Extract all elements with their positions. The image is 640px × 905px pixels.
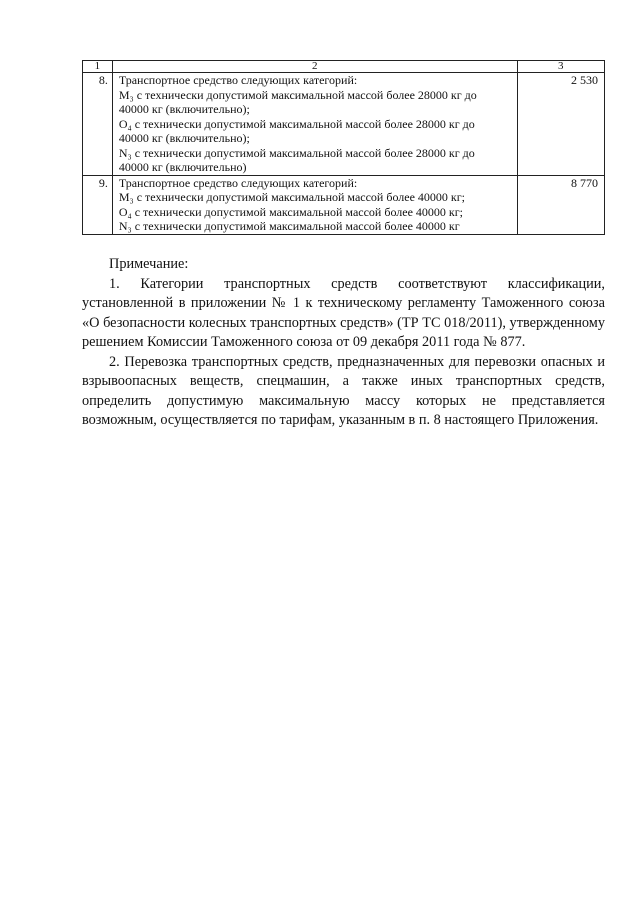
description-line: M₃ с технически допустимой максимальной массой более 40000 кг; (118, 190, 466, 204)
tariff-table (82, 60, 605, 235)
note-section (82, 255, 605, 431)
header-col-3: 3 (517, 61, 604, 73)
description-line: N₃ с технически допустимой максимальной массой более 40000 кг (118, 219, 460, 233)
row-number: 8. (83, 73, 113, 176)
row-number: 9. (83, 175, 113, 234)
description-line: 40000 кг (включительно); (118, 102, 250, 116)
description-line: O₄ с технически допустимой максимальной массой более 40000 кг; (118, 204, 464, 219)
table-row (83, 175, 605, 234)
description-line: Транспортное средство следующих категорий: (118, 73, 358, 87)
description-line: 40000 кг (включительно) (118, 160, 247, 174)
description-line: O₄ с технически допустимой максимальной массой более 28000 кг до (118, 116, 475, 131)
header-col-2: 2 (112, 61, 517, 73)
table-header-row (83, 61, 605, 73)
row-description (112, 175, 517, 234)
note-item: 2. Перевозка транспортных средств, предназначенных для перевозки опасных и взрывоопасных веществ, спецмашин, а также иных транспортных средств, определить допустимую максимальную массу которых не представляется возможным, осуществляется по тарифам, указанным в п. 8 настоящего Приложения. (82, 353, 605, 428)
header-col-1: 1 (83, 61, 113, 73)
table-row (83, 73, 605, 176)
description-line: Транспортное средство следующих категорий: (118, 175, 358, 190)
description-line: M₃ с технически допустимой максимальной массой более 28000 кг до (118, 87, 477, 102)
description-line: 40000 кг (включительно); (118, 131, 250, 145)
note-item: 1. Категории транспортных средств соответствуют классификации, установленной в приложении № 1 к техническому регламенту Таможенного союза «О безопасности колесных транспортных средств» (ТР ТС 018/2011), утвержденному решением Комиссии Таможенного союза от 09 декабря 2011 года № 877. (82, 275, 605, 350)
row-value: 8 770 (517, 175, 604, 234)
description-line: N₃ с технически допустимой максимальной массой более 28000 кг до (118, 145, 475, 160)
row-description (112, 73, 517, 176)
note-title: Примечание: (109, 256, 189, 272)
row-value: 2 530 (517, 73, 604, 176)
